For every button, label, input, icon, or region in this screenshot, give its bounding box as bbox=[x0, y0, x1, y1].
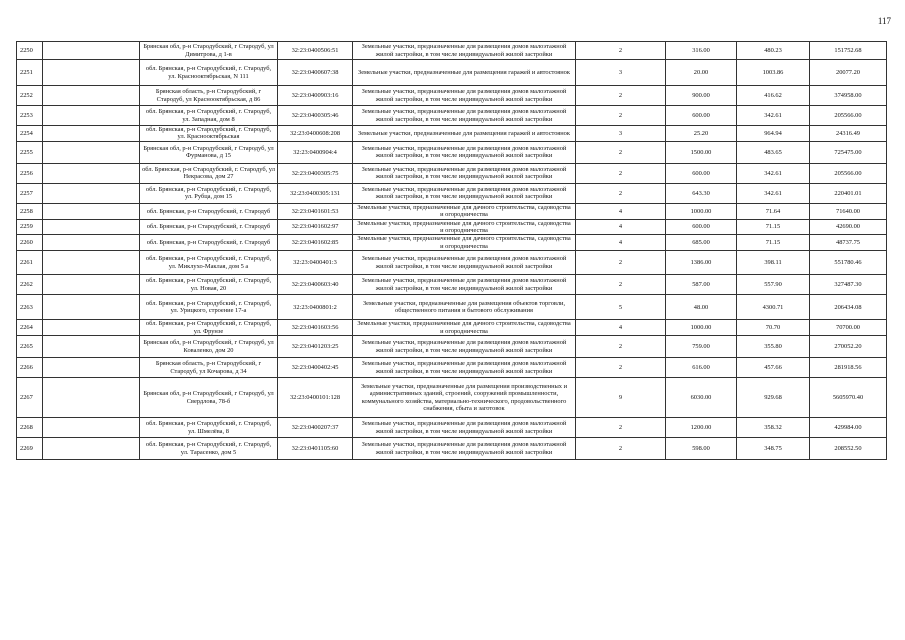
cadastral-value-cell: 281918.56 bbox=[810, 358, 887, 378]
cadastral-value-cell: 270052.20 bbox=[810, 336, 887, 358]
permitted-use-cell: Земельные участки, предназначенные для размещения домов малоэтажной жилой застройки, в том числе индивидуальной жилой застройки bbox=[353, 275, 576, 295]
cadastral-number-cell: 32:23:0400207:37 bbox=[278, 418, 353, 438]
area-cell: 587.00 bbox=[666, 275, 737, 295]
row-number-cell: 2266 bbox=[17, 358, 43, 378]
permitted-use-cell: Земельные участки, предназначенные для размещения домов малоэтажной жилой застройки, в том числе индивидуальной жилой застройки bbox=[353, 163, 576, 183]
permitted-use-cell: Земельные участки, предназначенные для дачного строительства, садоводства и огородничества bbox=[353, 203, 576, 219]
cadastral-number-cell: 32:23:0400305:46 bbox=[278, 106, 353, 126]
table-row bbox=[17, 320, 887, 336]
cadastral-value-cell: 374958.00 bbox=[810, 86, 887, 106]
address-cell: обл. Брянская, р-н Стародубский, г. Стародуб bbox=[140, 219, 278, 235]
row-number-cell: 2254 bbox=[17, 126, 43, 142]
use-group-cell: 3 bbox=[576, 126, 666, 142]
row-number-cell: 2261 bbox=[17, 251, 43, 275]
address-cell: Брянская область, р-н Стародубский, г Стародуб, ул Краснооктябрьская, д 86 bbox=[140, 86, 278, 106]
specific-value-cell: 1003.86 bbox=[737, 60, 810, 86]
address-cell: обл. Брянская, р-н Стародубский, г. Стародуб, ул. Миклухо-Маклая, дом 5 а bbox=[140, 251, 278, 275]
specific-value-cell: 342.61 bbox=[737, 106, 810, 126]
area-cell: 316.00 bbox=[666, 42, 737, 60]
land-parcel-table bbox=[16, 41, 887, 460]
cadastral-number-cell: 32:23:0400801:2 bbox=[278, 295, 353, 320]
row-number-cell: 2252 bbox=[17, 86, 43, 106]
specific-value-cell: 358.32 bbox=[737, 418, 810, 438]
table-row bbox=[17, 235, 887, 251]
row-number-cell: 2265 bbox=[17, 336, 43, 358]
area-cell: 1200.00 bbox=[666, 418, 737, 438]
blank-cell bbox=[43, 86, 140, 106]
cadastral-number-cell: 32:23:0400903:16 bbox=[278, 86, 353, 106]
blank-cell bbox=[43, 251, 140, 275]
specific-value-cell: 483.65 bbox=[737, 141, 810, 163]
cadastral-number-cell: 32:23:0400603:40 bbox=[278, 275, 353, 295]
specific-value-cell: 398.11 bbox=[737, 251, 810, 275]
table-row bbox=[17, 358, 887, 378]
permitted-use-cell: Земельные участки, предназначенные для размещения домов малоэтажной жилой застройки, в том числе индивидуальной жилой застройки bbox=[353, 336, 576, 358]
row-number-cell: 2268 bbox=[17, 418, 43, 438]
table-body bbox=[17, 42, 887, 460]
use-group-cell: 4 bbox=[576, 219, 666, 235]
blank-cell bbox=[43, 219, 140, 235]
blank-cell bbox=[43, 320, 140, 336]
use-group-cell: 2 bbox=[576, 251, 666, 275]
area-cell: 600.00 bbox=[666, 219, 737, 235]
blank-cell bbox=[43, 336, 140, 358]
area-cell: 900.00 bbox=[666, 86, 737, 106]
row-number-cell: 2269 bbox=[17, 438, 43, 460]
address-cell: обл. Брянская, р-н Стародубский, г. Стародуб, ул Некрасова, дом 27 bbox=[140, 163, 278, 183]
cadastral-value-cell: 48737.75 bbox=[810, 235, 887, 251]
use-group-cell: 4 bbox=[576, 235, 666, 251]
cadastral-number-cell: 32:23:0400608:208 bbox=[278, 126, 353, 142]
permitted-use-cell: Земельные участки, предназначенные для дачного строительства, садоводства и огородничества bbox=[353, 320, 576, 336]
address-cell: обл. Брянская, р-н Стародубский, г. Стародуб, ул. Тарасенко, дом 5 bbox=[140, 438, 278, 460]
address-cell: Брянская обл, р-н Стародубский, г Стародуб, ул Коваленко, дом 20 bbox=[140, 336, 278, 358]
permitted-use-cell: Земельные участки, предназначенные для размещения домов малоэтажной жилой застройки, в том числе индивидуальной жилой застройки bbox=[353, 141, 576, 163]
row-number-cell: 2264 bbox=[17, 320, 43, 336]
row-number-cell: 2250 bbox=[17, 42, 43, 60]
cadastral-number-cell: 32:23:0400904:4 bbox=[278, 141, 353, 163]
cadastral-value-cell: 725475.00 bbox=[810, 141, 887, 163]
row-number-cell: 2258 bbox=[17, 203, 43, 219]
row-number-cell: 2260 bbox=[17, 235, 43, 251]
address-cell: Брянская обл, р-н Стародубский, г Стародуб, ул Свердлова, 78-б bbox=[140, 378, 278, 418]
page-number: 117 bbox=[877, 16, 891, 26]
area-cell: 598.00 bbox=[666, 438, 737, 460]
permitted-use-cell: Земельные участки, предназначенные для размещения производственных и административных зданий, строений, сооружений промышленности, коммунального хозяйства, материально-технического, продовольственного снабжения, сбыта и заготовок bbox=[353, 378, 576, 418]
cadastral-value-cell: 206434.08 bbox=[810, 295, 887, 320]
cadastral-number-cell: 32:23:0401601:53 bbox=[278, 203, 353, 219]
table-row bbox=[17, 251, 887, 275]
area-cell: 600.00 bbox=[666, 106, 737, 126]
address-cell: обл. Брянская, р-н Стародубский, г. Стародуб, ул. Западная, дом 8 bbox=[140, 106, 278, 126]
cadastral-number-cell: 32:23:0400101:128 bbox=[278, 378, 353, 418]
table-row bbox=[17, 378, 887, 418]
specific-value-cell: 348.75 bbox=[737, 438, 810, 460]
cadastral-number-cell: 32:23:0400506:51 bbox=[278, 42, 353, 60]
permitted-use-cell: Земельные участки, предназначенные для размещения гаражей и автостоянок bbox=[353, 126, 576, 142]
permitted-use-cell: Земельные участки, предназначенные для размещения домов малоэтажной жилой застройки, в том числе индивидуальной жилой застройки bbox=[353, 86, 576, 106]
cadastral-number-cell: 32:23:0400305:75 bbox=[278, 163, 353, 183]
row-number-cell: 2256 bbox=[17, 163, 43, 183]
permitted-use-cell: Земельные участки, предназначенные для размещения домов малоэтажной жилой застройки, в том числе индивидуальной жилой застройки bbox=[353, 418, 576, 438]
specific-value-cell: 4300.71 bbox=[737, 295, 810, 320]
table-row bbox=[17, 141, 887, 163]
address-cell: обл. Брянская, р-н Стародубский, г. Стародуб, ул. Краснооктябрьская bbox=[140, 126, 278, 142]
cadastral-value-cell: 24316.49 bbox=[810, 126, 887, 142]
permitted-use-cell: Земельные участки, предназначенные для размещения домов малоэтажной жилой застройки, в том числе индивидуальной жилой застройки bbox=[353, 183, 576, 203]
use-group-cell: 2 bbox=[576, 275, 666, 295]
address-cell: Брянская обл, р-н Стародубский, г Стародуб, ул Димитрова, д 1-в bbox=[140, 42, 278, 60]
use-group-cell: 2 bbox=[576, 438, 666, 460]
area-cell: 600.00 bbox=[666, 163, 737, 183]
address-cell: обл. Брянская, р-н Стародубский, г. Стародуб, ул. Новая, 20 bbox=[140, 275, 278, 295]
specific-value-cell: 71.64 bbox=[737, 203, 810, 219]
blank-cell bbox=[43, 418, 140, 438]
address-cell: обл. Брянская, р-н Стародубский, г. Стародуб bbox=[140, 203, 278, 219]
table-row bbox=[17, 183, 887, 203]
permitted-use-cell: Земельные участки, предназначенные для размещения домов малоэтажной жилой застройки, в том числе индивидуальной жилой застройки bbox=[353, 106, 576, 126]
address-cell: обл. Брянская, р-н Стародубский, г. Стародуб bbox=[140, 235, 278, 251]
cadastral-number-cell: 32:23:0400305:131 bbox=[278, 183, 353, 203]
row-number-cell: 2255 bbox=[17, 141, 43, 163]
area-cell: 6030.00 bbox=[666, 378, 737, 418]
cadastral-value-cell: 70700.00 bbox=[810, 320, 887, 336]
cadastral-number-cell: 32:23:0401203:25 bbox=[278, 336, 353, 358]
permitted-use-cell: Земельные участки, предназначенные для дачного строительства, садоводства и огородничества bbox=[353, 235, 576, 251]
permitted-use-cell: Земельные участки, предназначенные для размещения объектов торговли, общественного питания и бытового обслуживания bbox=[353, 295, 576, 320]
area-cell: 20.00 bbox=[666, 60, 737, 86]
blank-cell bbox=[43, 141, 140, 163]
cadastral-number-cell: 32:23:0400401:3 bbox=[278, 251, 353, 275]
area-cell: 48.00 bbox=[666, 295, 737, 320]
area-cell: 1386.00 bbox=[666, 251, 737, 275]
permitted-use-cell: Земельные участки, предназначенные для дачного строительства, садоводства и огородничества bbox=[353, 219, 576, 235]
row-number-cell: 2257 bbox=[17, 183, 43, 203]
use-group-cell: 5 bbox=[576, 295, 666, 320]
permitted-use-cell: Земельные участки, предназначенные для размещения домов малоэтажной жилой застройки, в том числе индивидуальной жилой застройки bbox=[353, 251, 576, 275]
use-group-cell: 2 bbox=[576, 163, 666, 183]
specific-value-cell: 342.61 bbox=[737, 183, 810, 203]
use-group-cell: 2 bbox=[576, 141, 666, 163]
blank-cell bbox=[43, 378, 140, 418]
table-row bbox=[17, 203, 887, 219]
use-group-cell: 2 bbox=[576, 42, 666, 60]
table-row bbox=[17, 42, 887, 60]
area-cell: 1500.00 bbox=[666, 141, 737, 163]
cadastral-number-cell: 32:23:0401603:56 bbox=[278, 320, 353, 336]
area-cell: 685.00 bbox=[666, 235, 737, 251]
cadastral-number-cell: 32:23:0400607:38 bbox=[278, 60, 353, 86]
cadastral-number-cell: 32:23:0401105:60 bbox=[278, 438, 353, 460]
address-cell: обл. Брянская, р-н Стародубский, г. Стародуб, ул. Рубца, дом 15 bbox=[140, 183, 278, 203]
cadastral-value-cell: 5605970.40 bbox=[810, 378, 887, 418]
row-number-cell: 2263 bbox=[17, 295, 43, 320]
cadastral-value-cell: 205566.00 bbox=[810, 163, 887, 183]
area-cell: 25.20 bbox=[666, 126, 737, 142]
use-group-cell: 2 bbox=[576, 358, 666, 378]
specific-value-cell: 457.66 bbox=[737, 358, 810, 378]
blank-cell bbox=[43, 235, 140, 251]
blank-cell bbox=[43, 163, 140, 183]
cadastral-value-cell: 551780.46 bbox=[810, 251, 887, 275]
use-group-cell: 2 bbox=[576, 336, 666, 358]
cadastral-value-cell: 205566.00 bbox=[810, 106, 887, 126]
blank-cell bbox=[43, 60, 140, 86]
specific-value-cell: 557.90 bbox=[737, 275, 810, 295]
blank-cell bbox=[43, 275, 140, 295]
area-cell: 759.00 bbox=[666, 336, 737, 358]
area-cell: 1000.00 bbox=[666, 203, 737, 219]
address-cell: обл. Брянская, р-н Стародубский, г. Стародуб, ул. Шмелёва, 8 bbox=[140, 418, 278, 438]
blank-cell bbox=[43, 295, 140, 320]
row-number-cell: 2251 bbox=[17, 60, 43, 86]
table-row bbox=[17, 418, 887, 438]
permitted-use-cell: Земельные участки, предназначенные для размещения домов малоэтажной жилой застройки, в том числе индивидуальной жилой застройки bbox=[353, 438, 576, 460]
cadastral-number-cell: 32:23:0401602:85 bbox=[278, 235, 353, 251]
table-row bbox=[17, 86, 887, 106]
address-cell: Брянская обл, р-н Стародубский, г Стародуб, ул Фурманова, д 15 bbox=[140, 141, 278, 163]
cadastral-value-cell: 429984.00 bbox=[810, 418, 887, 438]
specific-value-cell: 929.68 bbox=[737, 378, 810, 418]
specific-value-cell: 71.15 bbox=[737, 235, 810, 251]
address-cell: обл. Брянская, р-н Стародубский, г. Стародуб, ул. Фрунзе bbox=[140, 320, 278, 336]
table-row bbox=[17, 163, 887, 183]
cadastral-value-cell: 71640.00 bbox=[810, 203, 887, 219]
row-number-cell: 2262 bbox=[17, 275, 43, 295]
use-group-cell: 4 bbox=[576, 203, 666, 219]
area-cell: 643.30 bbox=[666, 183, 737, 203]
specific-value-cell: 355.80 bbox=[737, 336, 810, 358]
specific-value-cell: 70.70 bbox=[737, 320, 810, 336]
cadastral-value-cell: 42690.00 bbox=[810, 219, 887, 235]
row-number-cell: 2259 bbox=[17, 219, 43, 235]
specific-value-cell: 342.61 bbox=[737, 163, 810, 183]
area-cell: 1000.00 bbox=[666, 320, 737, 336]
table-row bbox=[17, 60, 887, 86]
address-cell: Брянская область, р-н Стародубский, г Стародуб, ул Кочарова, д 34 bbox=[140, 358, 278, 378]
use-group-cell: 2 bbox=[576, 106, 666, 126]
specific-value-cell: 71.15 bbox=[737, 219, 810, 235]
blank-cell bbox=[43, 126, 140, 142]
table-row bbox=[17, 295, 887, 320]
use-group-cell: 9 bbox=[576, 378, 666, 418]
use-group-cell: 4 bbox=[576, 320, 666, 336]
specific-value-cell: 964.94 bbox=[737, 126, 810, 142]
blank-cell bbox=[43, 106, 140, 126]
cadastral-value-cell: 220401.01 bbox=[810, 183, 887, 203]
row-number-cell: 2267 bbox=[17, 378, 43, 418]
blank-cell bbox=[43, 438, 140, 460]
permitted-use-cell: Земельные участки, предназначенные для размещения домов малоэтажной жилой застройки, в том числе индивидуальной жилой застройки bbox=[353, 358, 576, 378]
permitted-use-cell: Земельные участки, предназначенные для размещения гаражей и автостоянок bbox=[353, 60, 576, 86]
address-cell: обл. Брянская, р-н Стародубский, г. Стародуб, ул. Урицкого, строение 17-а bbox=[140, 295, 278, 320]
use-group-cell: 2 bbox=[576, 418, 666, 438]
blank-cell bbox=[43, 42, 140, 60]
cadastral-value-cell: 20077.20 bbox=[810, 60, 887, 86]
table-row bbox=[17, 126, 887, 142]
cadastral-value-cell: 151752.68 bbox=[810, 42, 887, 60]
blank-cell bbox=[43, 203, 140, 219]
table-row bbox=[17, 275, 887, 295]
table-row bbox=[17, 336, 887, 358]
cadastral-number-cell: 32:23:0401602:97 bbox=[278, 219, 353, 235]
use-group-cell: 2 bbox=[576, 86, 666, 106]
cadastral-number-cell: 32:23:0400402:45 bbox=[278, 358, 353, 378]
table-row bbox=[17, 438, 887, 460]
cadastral-value-cell: 208552.50 bbox=[810, 438, 887, 460]
address-cell: обл. Брянская, р-н Стародубский, г. Стародуб, ул. Краснооктябрьская, N 111 bbox=[140, 60, 278, 86]
table-row bbox=[17, 106, 887, 126]
row-number-cell: 2253 bbox=[17, 106, 43, 126]
permitted-use-cell: Земельные участки, предназначенные для размещения домов малоэтажной жилой застройки, в том числе индивидуальной жилой застройки bbox=[353, 42, 576, 60]
table-row bbox=[17, 219, 887, 235]
blank-cell bbox=[43, 183, 140, 203]
blank-cell bbox=[43, 358, 140, 378]
specific-value-cell: 416.62 bbox=[737, 86, 810, 106]
use-group-cell: 2 bbox=[576, 183, 666, 203]
use-group-cell: 3 bbox=[576, 60, 666, 86]
cadastral-value-cell: 327487.30 bbox=[810, 275, 887, 295]
area-cell: 616.00 bbox=[666, 358, 737, 378]
specific-value-cell: 480.23 bbox=[737, 42, 810, 60]
